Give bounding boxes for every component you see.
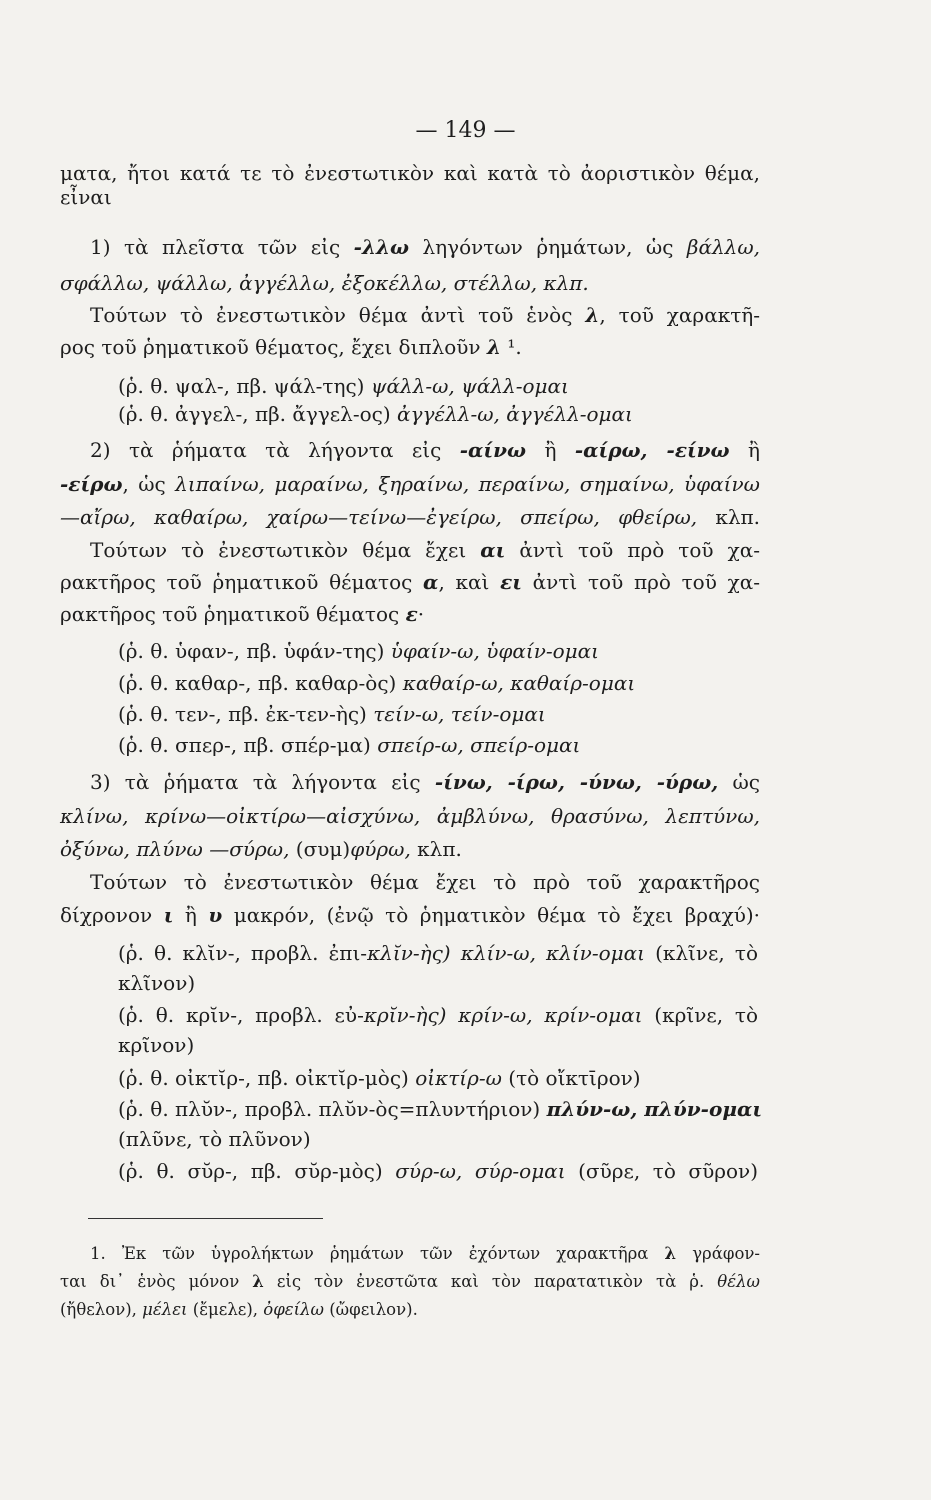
text-line: ρακτῆρος τοῦ ῥηματικοῦ θέματος ε· <box>60 602 425 626</box>
text-line: δίχρονον ι ἢ υ μακρόν, (ἐνῷ τὸ ῥηματικὸν θέμα τὸ ἔχει βραχύ)· <box>60 903 761 927</box>
text-line: ρακτῆρος τοῦ ῥηματικοῦ θέματος α, καὶ ει ἀντὶ τοῦ πρὸ τοῦ χα- <box>60 570 760 594</box>
text-line: ρος τοῦ ῥηματικοῦ θέματος, ἔχει διπλοῦν λ ¹. <box>60 335 522 359</box>
text-line: (ῥ. θ. κλῐν-, προβλ. ἐπι-κλῐν-ὴς) κλίν-ω, κλίν-ομαι (κλῖνε, τὸ <box>118 941 758 965</box>
footnote-rule <box>88 1218 323 1219</box>
text-line: 3) τὰ ῥήματα τὰ λήγοντα εἰς -ίνω, -ίρω, -ύνω, -ύρω, ὡς <box>90 770 760 794</box>
text-line: Τούτων τὸ ἐνεστωτικὸν θέμα ἀντὶ τοῦ ἑνὸς λ, τοῦ χαρακτῆ- <box>90 303 760 327</box>
text-line: (ῥ. θ. ψαλ-, πβ. ψάλ-της) ψάλλ-ω, ψάλλ-ομαι <box>118 374 569 398</box>
text-line: (ῥ. θ. τεν-, πβ. ἐκ-τεν-ὴς) τείν-ω, τείν-ομαι <box>118 702 546 726</box>
footnote-line: 1. Ἐκ τῶν ὑγρολήκτων ῥημάτων τῶν ἐχόντων χαρακτῆρα λ γράφον- <box>90 1244 760 1263</box>
text-line: ὀξύνω, πλύνω —σύρω, (συμ)φύρω, κλπ. <box>60 837 462 861</box>
page-number: — 149 — <box>415 118 516 143</box>
text-line: (ῥ. θ. κρῐν-, προβλ. εὐ-κρῐν-ὴς) κρίν-ω, κρίν-ομαι (κρῖνε, τὸ <box>118 1003 759 1027</box>
text-line: (ῥ. θ. ἀγγελ-, πβ. ἄγγελ-ος) ἀγγέλλ-ω, ἀγγέλλ-ομαι <box>118 402 633 426</box>
text-line: Τούτων τὸ ἐνεστωτικὸν θέμα ἔχει τὸ πρὸ τοῦ χαρακτῆρος <box>90 870 760 894</box>
text-line: κλῖνον) <box>118 971 196 995</box>
text-line: ματα, ἤτοι κατά τε τὸ ἐνεστωτικὸν καὶ κατὰ τὸ ἀοριστικὸν θέμα, <box>60 161 760 185</box>
text-line: κρῖνον) <box>118 1033 195 1057</box>
text-line: (ῥ. θ. πλῠν-, προβλ. πλῠν-ὸς=πλυντήριον) πλύν-ω, πλύν-ομαι <box>118 1097 763 1121</box>
text-line: (ῥ. θ. σῠρ-, πβ. σῠρ-μὸς) σύρ-ω, σύρ-ομαι (σῦρε, τὸ σῦρον) <box>118 1159 759 1183</box>
text-line: (ῥ. θ. οἰκτῐρ-, πβ. οἰκτῐρ-μὸς) οἰκτίρ-ω (τὸ οἴκτῑρον) <box>118 1066 641 1090</box>
text-line: (ῥ. θ. ὑφαν-, πβ. ὑφάν-της) ὑφαίν-ω, ὑφαίν-ομαι <box>118 639 600 663</box>
footnote-line: (ἤθελον), μέλει (ἔμελε), ὀφείλω (ὤφειλον). <box>60 1300 418 1319</box>
text-line: —αἴρω, καθαίρω, χαίρω—τείνω—ἐγείρω, σπείρω, φθείρω, κλπ. <box>60 505 760 529</box>
text-line: εἶναι <box>60 185 112 209</box>
text-line: (ῥ. θ. καθαρ-, πβ. καθαρ-ὸς) καθαίρ-ω, καθαίρ-ομαι <box>118 671 636 695</box>
text-line: Τούτων τὸ ἐνεστωτικὸν θέμα ἔχει αι ἀντὶ τοῦ πρὸ τοῦ χα- <box>90 538 761 562</box>
footnote-line: ται δι᾽ ἑνὸς μόνον λ εἰς τὸν ἐνεστῶτα καὶ τὸν παρατατικὸν τὰ ῥ. θέλω <box>60 1272 760 1291</box>
text-line: (πλῦνε, τὸ πλῦνον) <box>118 1127 311 1151</box>
text-line: -είρω, ὡς λιπαίνω, μαραίνω, ξηραίνω, περαίνω, σημαίνω, ὑφαίνω <box>60 472 760 496</box>
text-line: 1) τὰ πλεῖστα τῶν εἰς -λλω ληγόντων ῥημάτων, ὡς βάλλω, <box>90 235 760 259</box>
text-line: 2) τὰ ῥήματα τὰ λήγοντα εἰς -αίνω ἢ -αίρω, -είνω ἢ <box>90 438 760 462</box>
text-line: σφάλλω, ψάλλω, ἀγγέλλω, ἐξοκέλλω, στέλλω, κλπ. <box>60 271 589 295</box>
text-line: κλίνω, κρίνω—οἰκτίρω—αἰσχύνω, ἀμβλύνω, θρασύνω, λεπτύνω, <box>60 804 760 828</box>
text-line: (ῥ. θ. σπερ-, πβ. σπέρ-μα) σπείρ-ω, σπείρ-ομαι <box>118 733 581 757</box>
